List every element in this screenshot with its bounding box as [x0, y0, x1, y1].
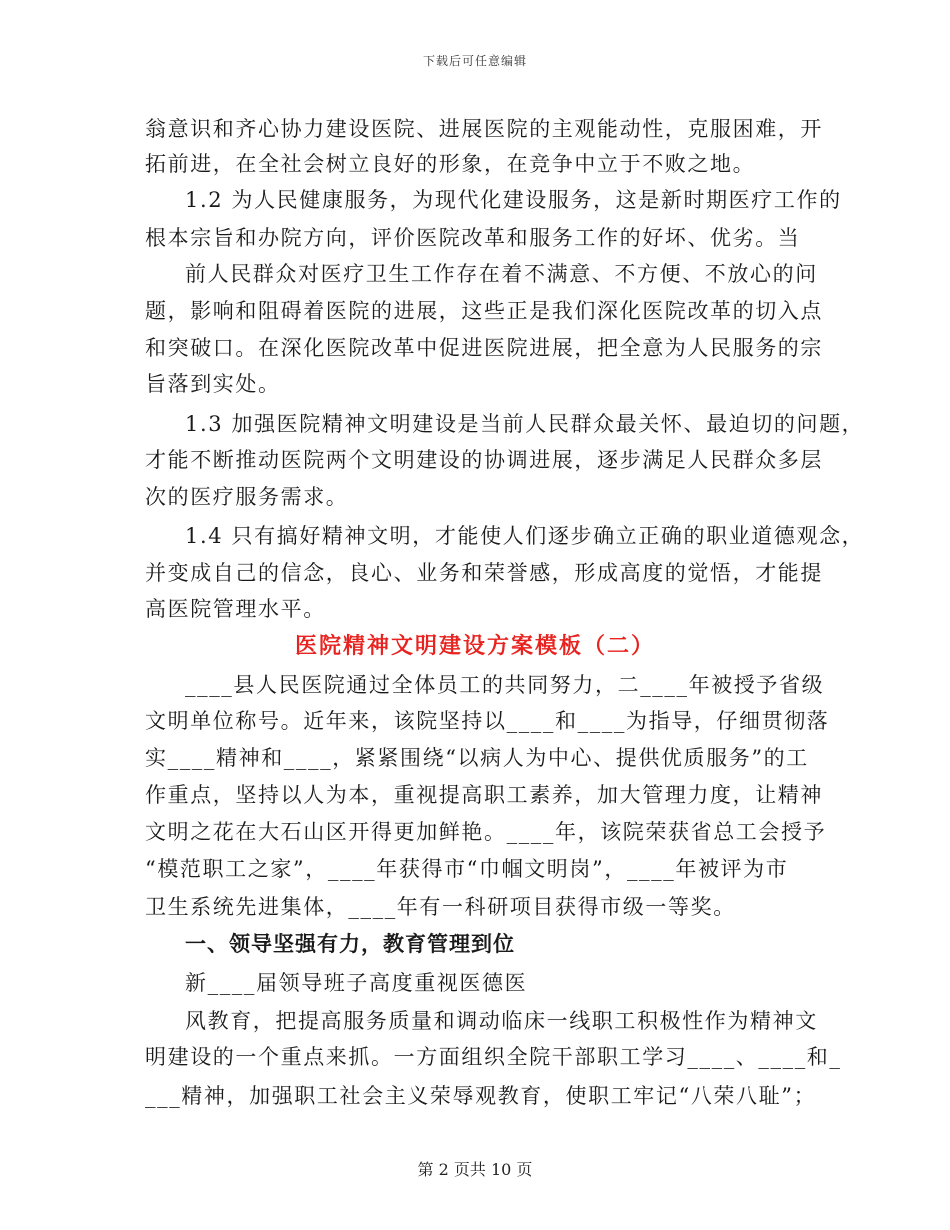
text-line: ___精神，加强职工社会主义荣辱观教育，使职工牢记“八荣八耻”；	[145, 1084, 817, 1108]
text-line: 高医院管理水平。	[145, 597, 326, 621]
page-header: 下载后可任意编辑	[422, 54, 527, 68]
document-title: 医院精神文明建设方案模板（二）	[294, 633, 655, 659]
text-line: 1.3 加强医院精神文明建设是当前人民群众最关怀、最迫切的问题，	[185, 412, 865, 436]
text-line: 卫生系统先进集体，____年有一科研项目获得市级一等奖。	[145, 895, 736, 919]
page-footer: 第 2 页共 10 页	[417, 1160, 533, 1179]
text-line: ____县人民医院通过全体员工的共同努力，二____年被授予省级	[185, 673, 825, 697]
text-line: 1.4 只有搞好精神文明，才能使人们逐步确立正确的职业道德观念，	[185, 524, 865, 548]
text-line: 并变成自己的信念，良心、业务和荣誉感，形成高度的觉悟，才能提	[145, 561, 823, 585]
section-heading: 一、领导坚强有力，教育管理到位	[185, 931, 515, 956]
text-line: 前人民群众对医疗卫生工作存在着不满意、不方便、不放心的问	[185, 262, 818, 286]
text-line: 题，影响和阻碍着医院的进展，这些正是我们深化医院改革的切入点	[145, 299, 823, 323]
text-line: 文明之花在大石山区开得更加鲜艳。____年，该院荣获省总工会授予	[145, 820, 827, 844]
text-line: 次的医疗服务需求。	[145, 485, 349, 509]
text-line: 文明单位称号。近年来，该院坚持以____和____为指导，仔细贯彻落	[145, 709, 830, 733]
text-line: 明建设的一个重点来抓。一方面组织全院干部职工学习____、____和_	[145, 1045, 842, 1069]
text-line: 新____届领导班子高度重视医德医	[185, 971, 528, 995]
text-line: 根本宗旨和办院方向，评价医院改革和服务工作的好坏、优劣。当	[145, 226, 801, 250]
text-line: 旨落到实处。	[145, 372, 281, 396]
text-line: 才能不断推动医院两个文明建设的协调进展，逐步满足人民群众多层	[145, 448, 823, 472]
text-line: 翁意识和齐心协力建设医院、进展医院的主观能动性，克服困难，开	[145, 117, 823, 141]
text-line: 1.2 为人民健康服务，为现代化建设服务，这是新时期医疗工作的	[185, 188, 842, 212]
text-line: 拓前进，在全社会树立良好的形象，在竞争中立于不败之地。	[145, 152, 756, 176]
text-line: 风教育，把提高服务质量和调动临床一线职工积极性作为精神文	[185, 1009, 818, 1033]
text-line: “模范职工之家”，____年获得市“巾帼文明岗”，____年被评为市	[145, 857, 789, 881]
text-line: 实____精神和____，紧紧围绕“以病人为中心、提供优质服务”的工	[145, 746, 809, 770]
text-line: 和突破口。在深化医院改革中促进医院进展，把全意为人民服务的宗	[145, 336, 823, 360]
text-line: 作重点，坚持以人为本，重视提高职工素养，加大管理力度，让精神	[145, 783, 823, 807]
